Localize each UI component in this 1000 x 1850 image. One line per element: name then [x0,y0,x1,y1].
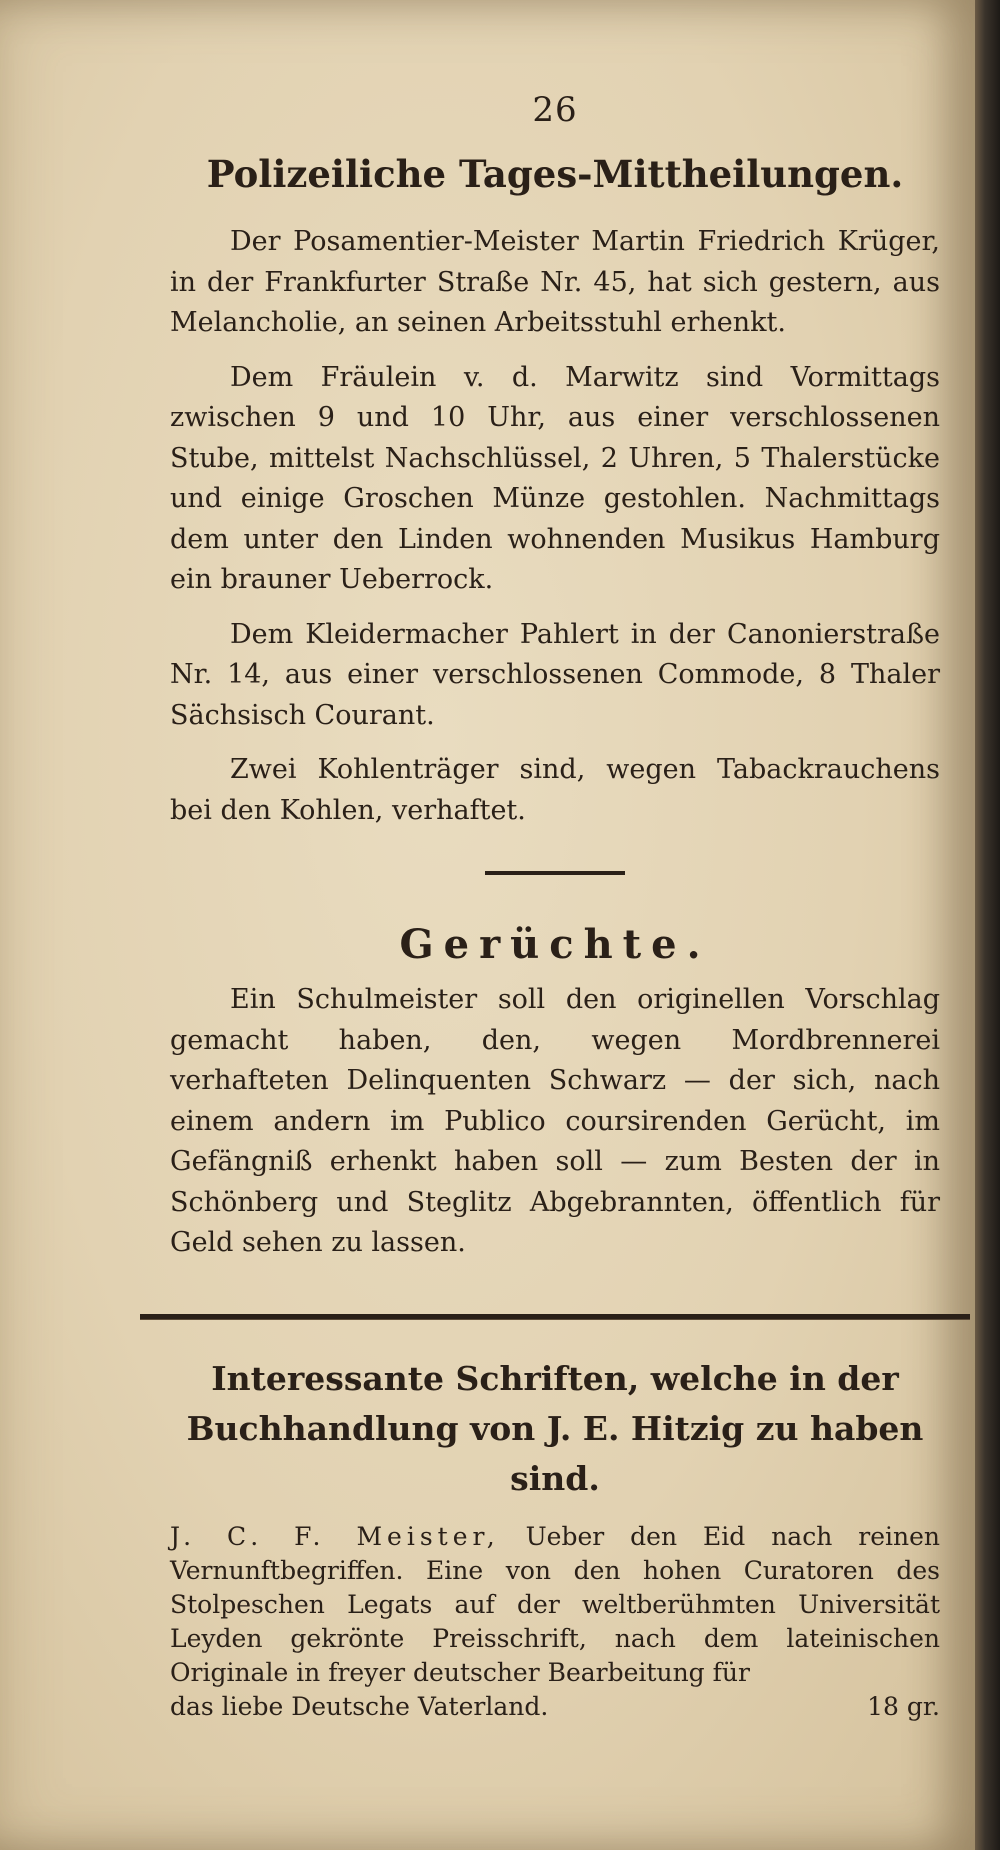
book-author: J. C. F. Meister, [170,1521,500,1551]
rumors-section-title: Gerüchte. [399,921,711,968]
police-paragraph-1: Der Posamentier-Meister Martin Friedrich Krüger, in der Frankfurter Straße Nr. 45, hat sich gestern, aus Melancholie, an seinen Arbeitsstuhl erhenkt. [170,226,940,338]
book-entry-last-line [170,1690,940,1724]
books-section-title: Interessante Schriften, welche in der Buchhandlung von J. E. Hitzig zu haben sind. [186,1358,924,1498]
section-divider-short [485,871,625,875]
police-paragraph-4: Zwei Kohlenträger sind, wegen Tabackrauchens bei den Kohlen, verhaftet. [170,754,940,826]
book-spine-edge [975,0,1000,1850]
police-paragraph-2: Dem Fräulein v. d. Marwitz sind Vormittags zwischen 9 und 10 Uhr, aus einer verschlossenen Stube, mittelst Nachschlüssel, 2 Uhren, 5 Thalerstücke und einige Groschen Münze gestohlen. Nachmittags dem unter den Linden wohnenden Musikus Hamburg ein brauner Ueberrock. [170,361,940,595]
page-text-block [170,90,940,1724]
book-description-end: das liebe Deutsche Vaterland. [170,1691,549,1721]
page-number: 26 [532,90,578,130]
book-description: Ueber den Eid nach reinen Vernunftbegriffen. Eine von den hohen Curatoren des Stolpeschen Legats auf der weltberühmten Universität Leyden gekrönte Preisschrift, nach dem lateinischen Originale in freyer deutscher Bearbeitung für [170,1521,940,1687]
book-price: 18 gr. [867,1691,940,1721]
police-paragraph-3: Dem Kleidermacher Pahlert in der Canonierstraße Nr. 14, aus einer verschlossenen Commode, 8 Thaler Sächsisch Courant. [170,618,940,731]
book-entry [170,1520,940,1690]
section-divider-long [140,1314,970,1320]
rumors-paragraph: Ein Schulmeister soll den originellen Vorschlag gemacht haben, den, wegen Mordbrennerei verhafteten Delinquenten Schwarz — der sich, nach einem andern im Publico coursirenden Gerücht, im Gefängniß erhenkt haben soll — zum Besten der in Schönberg und Steglitz Abgebrannten, öffentlich für Geld sehen zu lassen. [170,984,940,1258]
police-section-title: Polizeiliche Tages-Mittheilungen. [206,152,904,196]
